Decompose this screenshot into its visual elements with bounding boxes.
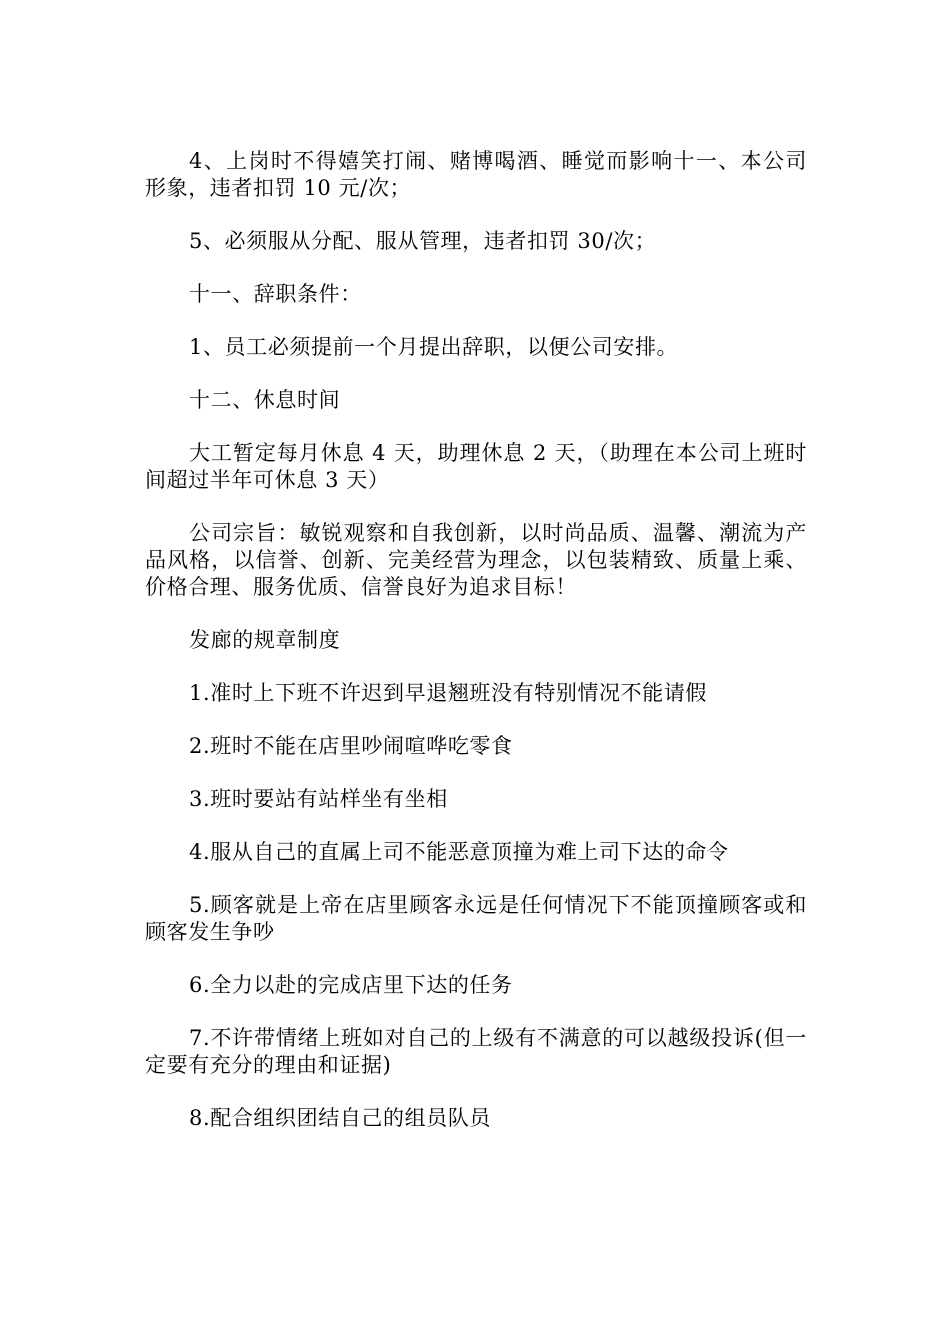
- list-item-rule-4: 4.服从自己的直属上司不能恶意顶撞为难上司下达的命令: [189, 840, 729, 864]
- paragraph-rule-5-obey: 5、必须服从分配、服从管理，违者扣罚 30/次；: [189, 229, 657, 253]
- document-body: [145, 148, 807, 1158]
- paragraph-company-mission: 公司宗旨：敏锐观察和自我创新，以时尚品质、温馨、潮流为产品风格，以信誉、创新、完美经营为理念，以包装精致、质量上乘、价格合理、服务优质、信誉良好为追求目标！: [145, 521, 807, 599]
- list-item-rule-7: 7.不许带情绪上班如对自己的上级有不满意的可以越级投诉(但一定要有充分的理由和证据): [145, 1026, 807, 1077]
- list-item-rule-6: 6.全力以赴的完成店里下达的任务: [189, 973, 513, 997]
- section-heading-salon-rules: 发廊的规章制度: [189, 628, 341, 652]
- list-item-rule-3: 3.班时要站有站样坐有坐相: [189, 787, 448, 811]
- list-item-rule-5: 5.顾客就是上帝在店里顾客永远是任何情况下不能顶撞顾客或和顾客发生争吵: [145, 893, 807, 944]
- paragraph-rest-days: 大工暂定每月休息 4 天，助理休息 2 天，（助理在本公司上班时间超过半年可休息 3 天）: [145, 441, 807, 492]
- list-item-rule-1: 1.准时上下班不许迟到早退翘班没有特别情况不能请假: [189, 681, 708, 705]
- list-item-rule-8: 8.配合组织团结自己的组员队员: [189, 1106, 492, 1130]
- list-item-rule-2: 2.班时不能在店里吵闹喧哗吃零食: [189, 734, 513, 758]
- paragraph-resignation-notice: 1、员工必须提前一个月提出辞职，以便公司安排。: [189, 335, 679, 359]
- paragraph-rule-4-conduct: 4、上岗时不得嬉笑打闹、赌博喝酒、睡觉而影响十一、本公司形象，违者扣罚 10 元/次；: [145, 149, 807, 200]
- section-heading-rest-time: 十二、休息时间: [189, 388, 341, 412]
- section-heading-resignation: 十一、辞职条件：: [189, 282, 362, 306]
